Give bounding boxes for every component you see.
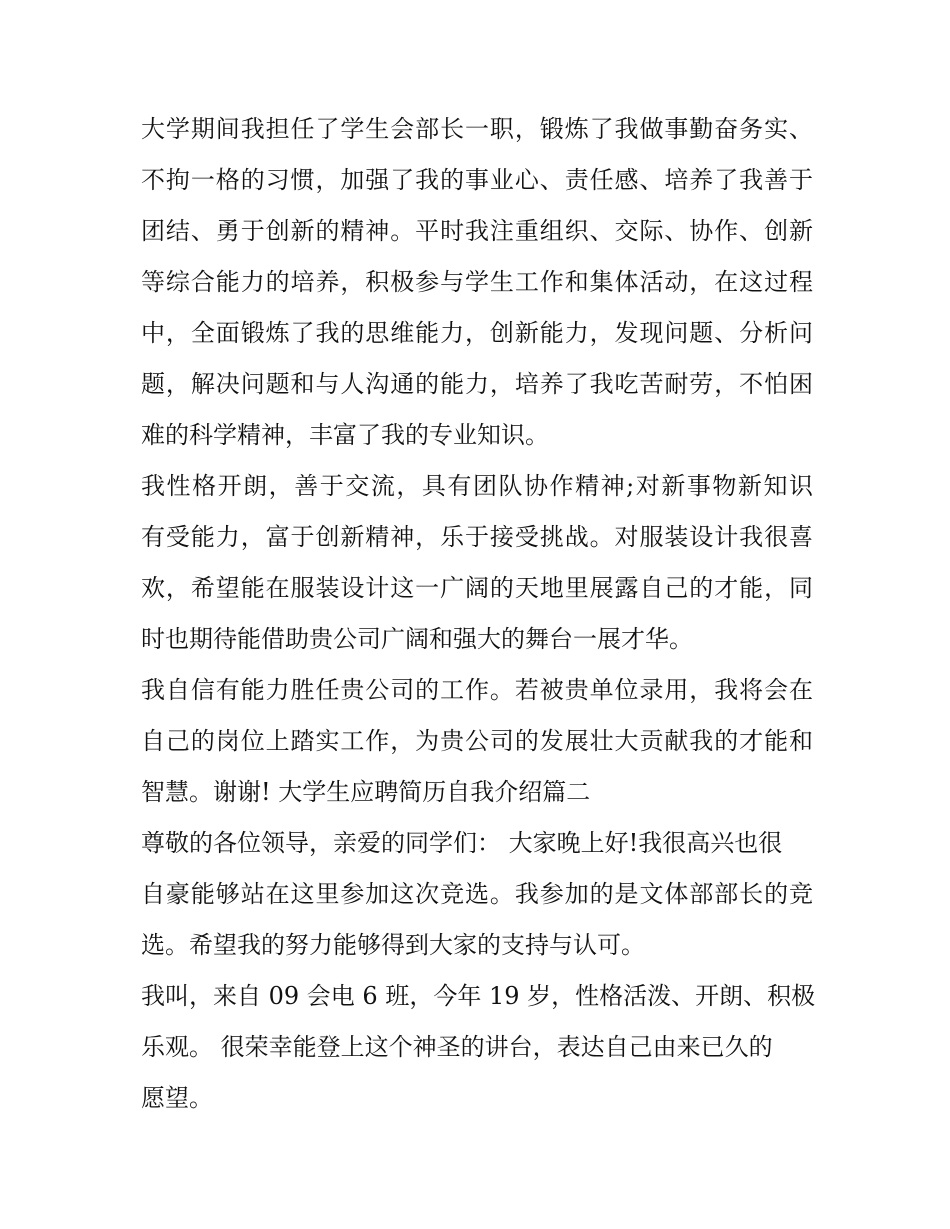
text-line: 自豪能够站在这里参加这次竞选。我参加的是文体部部长的竞 (141, 880, 813, 908)
text-line: 欢，希望能在服装设计这一广阔的天地里展露自己的才能，同 (141, 574, 813, 602)
text-line: 选。希望我的努力能够得到大家的支持与认可。 (141, 931, 645, 959)
paragraph-5 (141, 971, 816, 1124)
paragraph-1 (141, 104, 813, 461)
text-line: 等综合能力的培养，积极参与学生工作和集体活动，在这过程 (141, 268, 813, 296)
text-line: 智慧。谢谢! 大学生应聘简历自我介绍篇二 (141, 778, 591, 806)
paragraph-4 (141, 818, 813, 971)
text-line: 大学期间我担任了学生会部长一职，锻炼了我做事勤奋务实、 (141, 115, 813, 143)
text-line: 难的科学精神，丰富了我的专业知识。 (141, 421, 549, 449)
text-line: 题，解决问题和与人沟通的能力，培养了我吃苦耐劳，不怕困 (141, 370, 813, 398)
text-line: 团结、勇于创新的精神。平时我注重组织、交际、协作、创新 (141, 217, 813, 245)
paragraph-3 (141, 665, 813, 818)
paragraph-2 (141, 461, 813, 665)
text-line: 我叫，来自 09 会电 6 班，今年 19 岁，性格活泼、开朗、积极 (141, 982, 816, 1010)
text-line: 我自信有能力胜任贵公司的工作。若被贵单位录用，我将会在 (141, 676, 813, 704)
text-line: 我性格开朗，善于交流，具有团队协作精神;对新事物新知识 (141, 472, 813, 500)
text-line: 中，全面锻炼了我的思维能力，创新能力，发现问题、分析问 (141, 319, 813, 347)
text-line: 尊敬的各位领导，亲爱的同学们： 大家晚上好!我很高兴也很 (141, 829, 783, 857)
text-line: 时也期待能借助贵公司广阔和强大的舞台一展才华。 (141, 625, 693, 653)
text-line: 有受能力，富于创新精神，乐于接受挑战。对服装设计我很喜 (141, 523, 813, 551)
text-line: 乐观。 很荣幸能登上这个神圣的讲台，表达自己由来已久的 (141, 1033, 773, 1061)
document-body (141, 104, 816, 1124)
text-line: 自己的岗位上踏实工作，为贵公司的发展壮大贡献我的才能和 (141, 727, 813, 755)
text-line: 愿望。 (141, 1084, 213, 1112)
text-line: 不拘一格的习惯，加强了我的事业心、责任感、培养了我善于 (141, 166, 813, 194)
